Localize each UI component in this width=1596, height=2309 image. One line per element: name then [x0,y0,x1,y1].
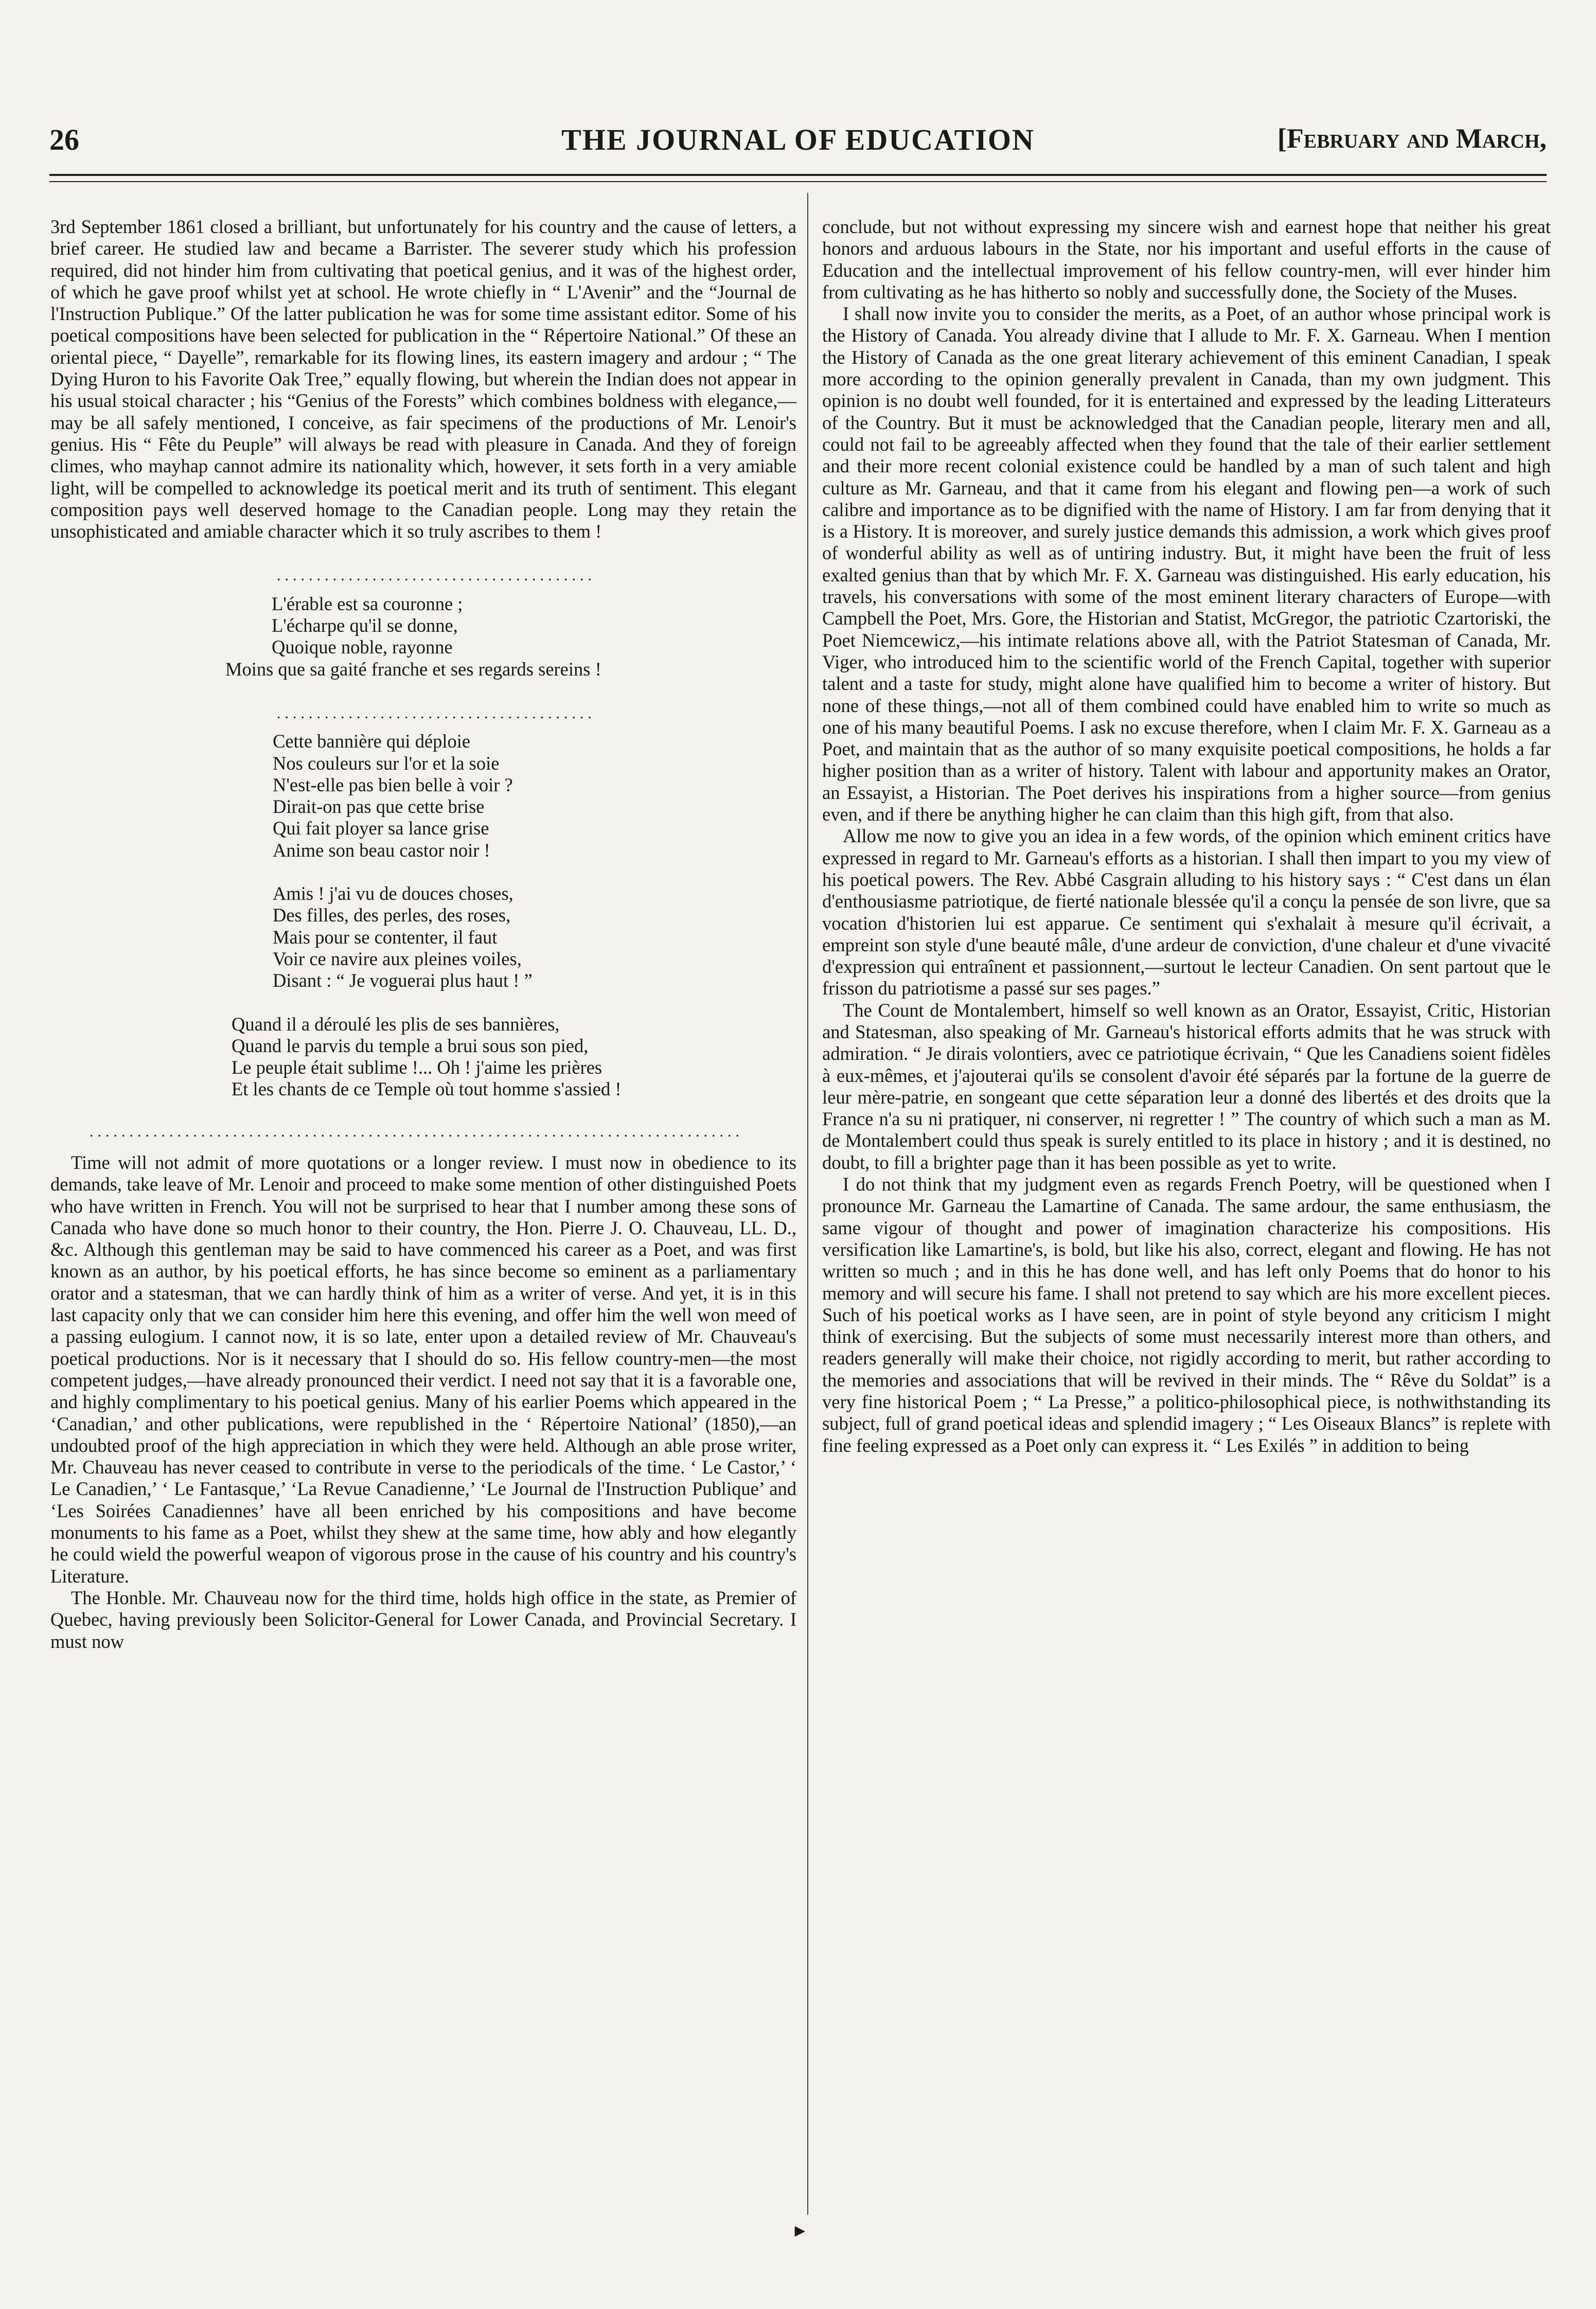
poem-line: Cette bannière qui déploie [273,731,471,752]
poem-line: Voir ce navire aux pleines voiles, [273,948,522,969]
paragraph-garneau-intro: I shall now invite you to consider the merits, as a Poet, of an author whose principal work is the History of Canada. You already divine that I allude to Mr. F. X. Garneau. When I mention the History of Canada as the one great literary achievement of this eminent Canadian, I speak more according to the opinion generally prevalent in Canada, than my own judgment. This opinion is no doubt well founded, for it is entertained and expressed by the leading Litterateurs of the Country. But it must be acknowledged that the Canadian people, literary men and all, could not fail to be agreeably affected when they found that the tale of their earlier settlement and their more recent colonial existence could be handled by a man of such talent and high culture as Mr. Garneau, and that it came from his elegant and flowing pen—a work of such calibre and importance as to be dignified with the name of History. I am far from denying that it is a History. It is moreover, and surely justice demands this admission, a work which gives proof of wonderful ability as well as of untiring industry. But, it might have been the fruit of less exalted genius than that by which Mr. F. X. Garneau was distinguished. His early education, his travels, his conversations with some of the most eminent literary characters of Europe—with Campbell the Poet, Mrs. Gore, the Historian and Statist, McGregor, the patriotic Czartoriski, the Poet Niemcewicz,—his intimate relations above all, with the Patriot Statesman of Canada, Mr. Viger, who introduced him to the scientific world of the French Capital, together with superior talent and a taste for study, might alone have qualified him to become a writer of history. But none of these things,—not all of them combined could have enabled him to write so much as one of his many beautiful Poems. I ask no excuse therefore, when I claim Mr. F. X. Garneau as a Poet, and maintain that as the author of so many exquisite poetical compositions, he holds a far higher position than as a writer of history. Talent with labour and apportunity makes an Orator, an Essayist, a Historian. The Poet derives his inspirations from a higher source—from genius even, and if there be anything higher he can claim than this high gift, from that also. [822,303,1551,825]
paragraph-lenoir-career: 3rd September 1861 closed a brilliant, but unfortunately for his country and the cause of letters, a brief career. He studied law and became a Barrister. The severer study which his profession required, did not hinder him from cultivating that poetical genius, and it was of the highest order, of which he gave proof whilst yet at school. He wrote chiefly in “ L'Avenir” and the “Journal de l'Instruction Publique.” Of the latter publication he was for some time assistant editor. Some of his poetical compositions have been selected for publication in the “ Répertoire National.” Of these an oriental piece, “ Dayelle”, remarkable for its flowing lines, its eastern imagery and ardour ; “ The Dying Huron to his Favorite Oak Tree,” equally flowing, but wherein the Indian does not appear in his usual stoical character ; his “Genius of the Forests” which combines boldness with elegance,—may be all safely mentioned, I conceive, as fair specimens of the productions of Mr. Lenoir's genius. His “ Fête du Peuple” will always be read with pleasure in Canada. And they of foreign climes, who mayhap cannot admire its nationality which, however, it sets forth in a very amiable light, will be compelled to acknowledge its poetical merit and its truth of sentiment. This elegant composition pays well deserved homage to the Canadian people. Long may they retain the unsophisticated and amiable character which it so truly ascribes to them ! [50,216,796,542]
ellipsis-separator-wide: .................................................................................. [90,1123,743,1140]
poem-excerpt-2 [50,731,796,1013]
poem-line: Amis ! j'ai vu de douces choses, [273,883,513,904]
left-column [50,216,796,1653]
paragraph-casgrain: Allow me now to give you an idea in a few words, of the opinion which eminent critics have expressed in regard to Mr. Garneau's efforts as a historian. I shall then impart to you my view of his poetical powers. The Rev. Abbé Casgrain alluding to his history says : “ C'est dans un élan d'enthousiasme patriotique, de fierté nationale blessée qu'il a conçu la pensée de son livre, que sa vocation d'historien lui est apparue. Ce sentiment qui s'exhalait à mesure qu'il écrivait, a empreint son style d'une beauté mâle, d'une ardeur de conviction, d'une chaleur et d'une vivacité d'expression qui entraînent et passionnent,—surtout le lecteur Canadien. On sent partout que le frisson du patriotisme a passé sur ses pages.” [822,825,1551,999]
page-number: 26 [49,123,79,156]
poem-line: L'érable est sa couronne ; [272,593,463,614]
paragraph-montalembert: The Count de Montalembert, himself so well known as an Orator, Essayist, Critic, Historian and Statesman, also speaking of Mr. Garneau's historical efforts admits that he was struck with admiration. “ Je dirais volontiers, avec ce patriotique écrivain, “ Que les Canadiens soient fidèles à eux-mêmes, et j'ajouterai qu'ils se consolent d'avoir été séparés par la fortune de la guerre de leur mère-patrie, en songeant que cette séparation leur a donné des libertés et des droits que la France n'a su ni pratiquer, ni conserver, ni regretter ! ” The country of which such a man as M. de Montalembert could thus speak is surely entitled to its place in history ; and it is destined, no doubt, to fill a brighter page than it has been possible as yet to write. [822,999,1551,1173]
stanza-gap [50,861,796,883]
journal-title: THE JOURNAL OF EDUCATION [561,123,1035,156]
running-header [49,122,1547,169]
poem-line: N'est-elle pas bien belle à voir ? [273,774,513,795]
poem-line: Quand le parvis du temple a brui sous son pied, [232,1035,589,1056]
paragraph-chauveau: Time will not admit of more quotations or a longer review. I must now in obedience to its demands, take leave of Mr. Lenoir and proceed to make some mention of other distinguished Poets who have written in French. You will not be surprised to hear that I number among these sons of Canada who have done so much honor to their country, the Hon. Pierre J. O. Chauveau, LL. D., &c. Although this gentleman may be said to have commenced his career as a Poet, and was first known as an author, by his poetical efforts, he has since become so eminent as a parliamentary orator and a statesman, that we can hardly think of him as a writer of verse. And yet, it is in this last capacity only that we can consider him here this evening, and offer him the well won meed of a passing eulogium. I cannot now, it is so late, enter upon a detailed review of Mr. Chauveau's poetical productions. Nor is it necessary that I should do so. His fellow country-men—the most competent judges,—have already pronounced their verdict. I need not say that it is a favorable one, and highly complimentary to his poetical genius. Many of his earlier Poems which appeared in the ‘Canadian,’ and other publications, were republished in the ‘ Répertoire National’ (1850),—an undoubted proof of the high appreciation in which they were held. Although an able prose writer, Mr. Chauveau has never ceased to contribute in verse to the periodicals of the time. ‘ Le Castor,’ ‘ Le Canadien,’ ‘ Le Fantasque,’ ‘La Revue Canadienne,’ ‘Le Journal de l'Instruction Publique’ and ‘Les Soirées Canadiennes’ have all been enriched by his compositions and have become monuments to his fame as a Poet, whilst they shew at the same time, how ably and how elegantly he could wield the powerful weapon of vigorous prose in the cause of his country and his country's Literature. [50,1151,796,1587]
column-divider [807,193,808,2215]
poem-line: Mais pour se contenter, il faut [273,926,498,948]
poem-line: Dirait-on pas que cette brise [273,796,485,818]
poem-line: Nos couleurs sur l'or et la soie [273,752,500,774]
right-column [822,216,1551,1457]
poem-line: Et les chants de ce Temple où tout homme s'assied ! [232,1078,622,1100]
poem-line: Disant : “ Je voguerai plus haut ! ” [273,970,533,991]
poem-excerpt-1 [50,593,796,680]
paragraph-chauveau-office: The Honble. Mr. Chauveau now for the third time, holds high office in the state, as Premier of Quebec, having previously been Solicitor-General for Lower Canada, and Provincial Secretary. I must now [50,1587,796,1652]
header-rule-thick [49,174,1547,176]
header-rule-thin [49,181,1547,182]
footer-ornament: ► [791,2222,809,2241]
paragraph-lamartine: I do not think that my judgment even as regards French Poetry, will be questioned when I pronounce Mr. Garneau the Lamartine of Canada. The same ardour, the same enthusiasm, the same vigour of thought and power of imagination characterize his compositions. His versification like Lamartine's, is bold, but like his also, correct, elegant and flowing. He has not written so much ; and in this he has done well, and has left only Poems that do honor to his memory and will secure his fame. I shall not pretend to say which are his more excellent pieces. Such of his poetical works as I have seen, are in point of style beyond any criticism I might think of exercising. But the subjects of some must necessarily interest more than others, and readers generally will make their choice, not rigidly according to merit, but rather according to the memories and associations that will be revived in their minds. The “ Rêve du Soldat” is a very fine historical Poem ; “ La Presse,” a politico-philosophical piece, is nothwithstanding its subject, full of grand poetical ideas and splendid imagery ; “ Les Oiseaux Blancs” is replete with fine feeling expressed as a Poet only can express it. “ Les Exilés ” in addition to being [822,1174,1551,1456]
poem-line: Quoique noble, rayonne [272,636,453,658]
ellipsis-separator: ........................................ [277,567,596,584]
poem-excerpt-3 [50,1014,796,1100]
poem-line: Des filles, des perles, des roses, [273,904,511,926]
poem-line: Qui fait ployer sa lance grise [273,818,489,839]
poem-line: Le peuple était sublime !... Oh ! j'aime les prières [232,1057,602,1078]
ellipsis-separator: ........................................ [277,704,596,722]
poem-line: Quand il a déroulé les plis de ses bannières, [232,1013,560,1035]
poem-line: Anime son beau castor noir ! [273,839,490,861]
paragraph-conclude: conclude, but not without expressing my sincere wish and earnest hope that neither his great honors and arduous labours in the State, nor his important and useful efforts in the cause of Education and the intellectual improvement of his fellow country-men, will ever hinder him from cultivating as he has hitherto so nobly and successfully done, the Society of the Muses. [822,216,1551,303]
poem-line: L'écharpe qu'il se donne, [272,615,458,636]
stanza-gap [50,992,796,1014]
poem-line: Moins que sa gaité franche et ses regards sereins ! [225,658,601,680]
issue-date: [February and March, [1277,123,1547,154]
